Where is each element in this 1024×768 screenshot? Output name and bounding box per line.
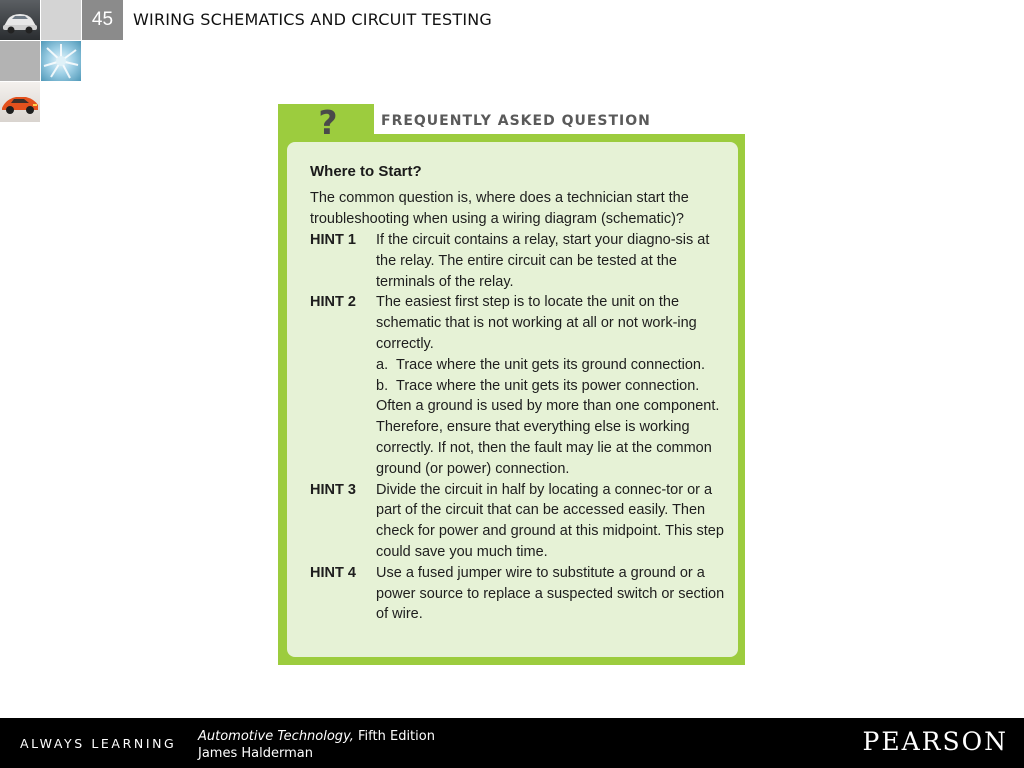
book-edition: Fifth Edition	[353, 729, 435, 744]
subitem-letter: b.	[376, 377, 389, 394]
question-mark-icon: ?	[318, 103, 338, 142]
hint-1	[310, 230, 730, 292]
hint-2	[310, 292, 730, 479]
footer-tagline: ALWAYS LEARNING	[20, 736, 177, 751]
sports-car-thumbnail-image	[0, 82, 40, 122]
book-title-line	[198, 728, 435, 745]
faq-intro: The common question is, where does a technician start the troubleshooting when using a wiring diagram (schematic)?	[310, 190, 689, 227]
faq-box	[278, 104, 745, 665]
hint-list	[310, 230, 730, 625]
grey-tile	[41, 0, 81, 40]
book-author: James Halderman	[198, 746, 313, 761]
book-title: Automotive Technology,	[198, 729, 354, 744]
slide-number: 45	[82, 0, 123, 40]
hint-label: HINT 2	[310, 294, 356, 311]
hint-4	[310, 563, 730, 625]
faq-tab	[278, 104, 374, 142]
hint-text: If the circuit contains a relay, start your diagno-sis at the relay. The entire circuit can be tested at the terminals of the relay.	[376, 232, 710, 290]
hint-label: HINT 4	[310, 564, 356, 581]
hint-text: Use a fused jumper wire to substitute a ground or a power source to replace a suspected switch or section of wire.	[376, 564, 725, 623]
faq-title: Where to Start?	[310, 163, 422, 180]
hint-note: Often a ground is used by more than one component. Therefore, ensure that everything else is working correctly. If not, then the fault may lie at the common ground (or power) connection.	[376, 398, 720, 477]
slide-title: WIRING SCHEMATICS AND CIRCUIT TESTING	[133, 10, 493, 29]
hint-label: HINT 3	[310, 481, 356, 498]
hint-body	[376, 292, 730, 479]
hint-subitem	[376, 355, 730, 376]
grey-tile	[0, 41, 40, 81]
hint-subitem	[376, 376, 730, 397]
subitem-text: Trace where the unit gets its ground connection.	[396, 356, 705, 373]
car-thumbnail-image	[0, 0, 40, 40]
book-credit	[198, 728, 435, 762]
hint-label: HINT 1	[310, 232, 356, 248]
faq-heading: FREQUENTLY ASKED QUESTION	[381, 113, 651, 129]
hint-text: The easiest first step is to locate the unit on the schematic that is not working at all or not work-ing correctly.	[376, 294, 697, 352]
footer-bar	[0, 718, 1024, 768]
hint-text: Divide the circuit in half by locating a connec-tor or a part of the circuit that can be accessed easily. Then check for power and ground at this midpoint. This step could save you much time.	[376, 481, 724, 560]
hint-3	[310, 480, 730, 563]
faq-body	[287, 142, 738, 657]
turbine-thumbnail-image	[41, 41, 81, 81]
publisher-logo: PEARSON	[862, 727, 1008, 756]
subitem-letter: a.	[376, 356, 389, 373]
subitem-text: Trace where the unit gets its power connection.	[396, 377, 700, 394]
